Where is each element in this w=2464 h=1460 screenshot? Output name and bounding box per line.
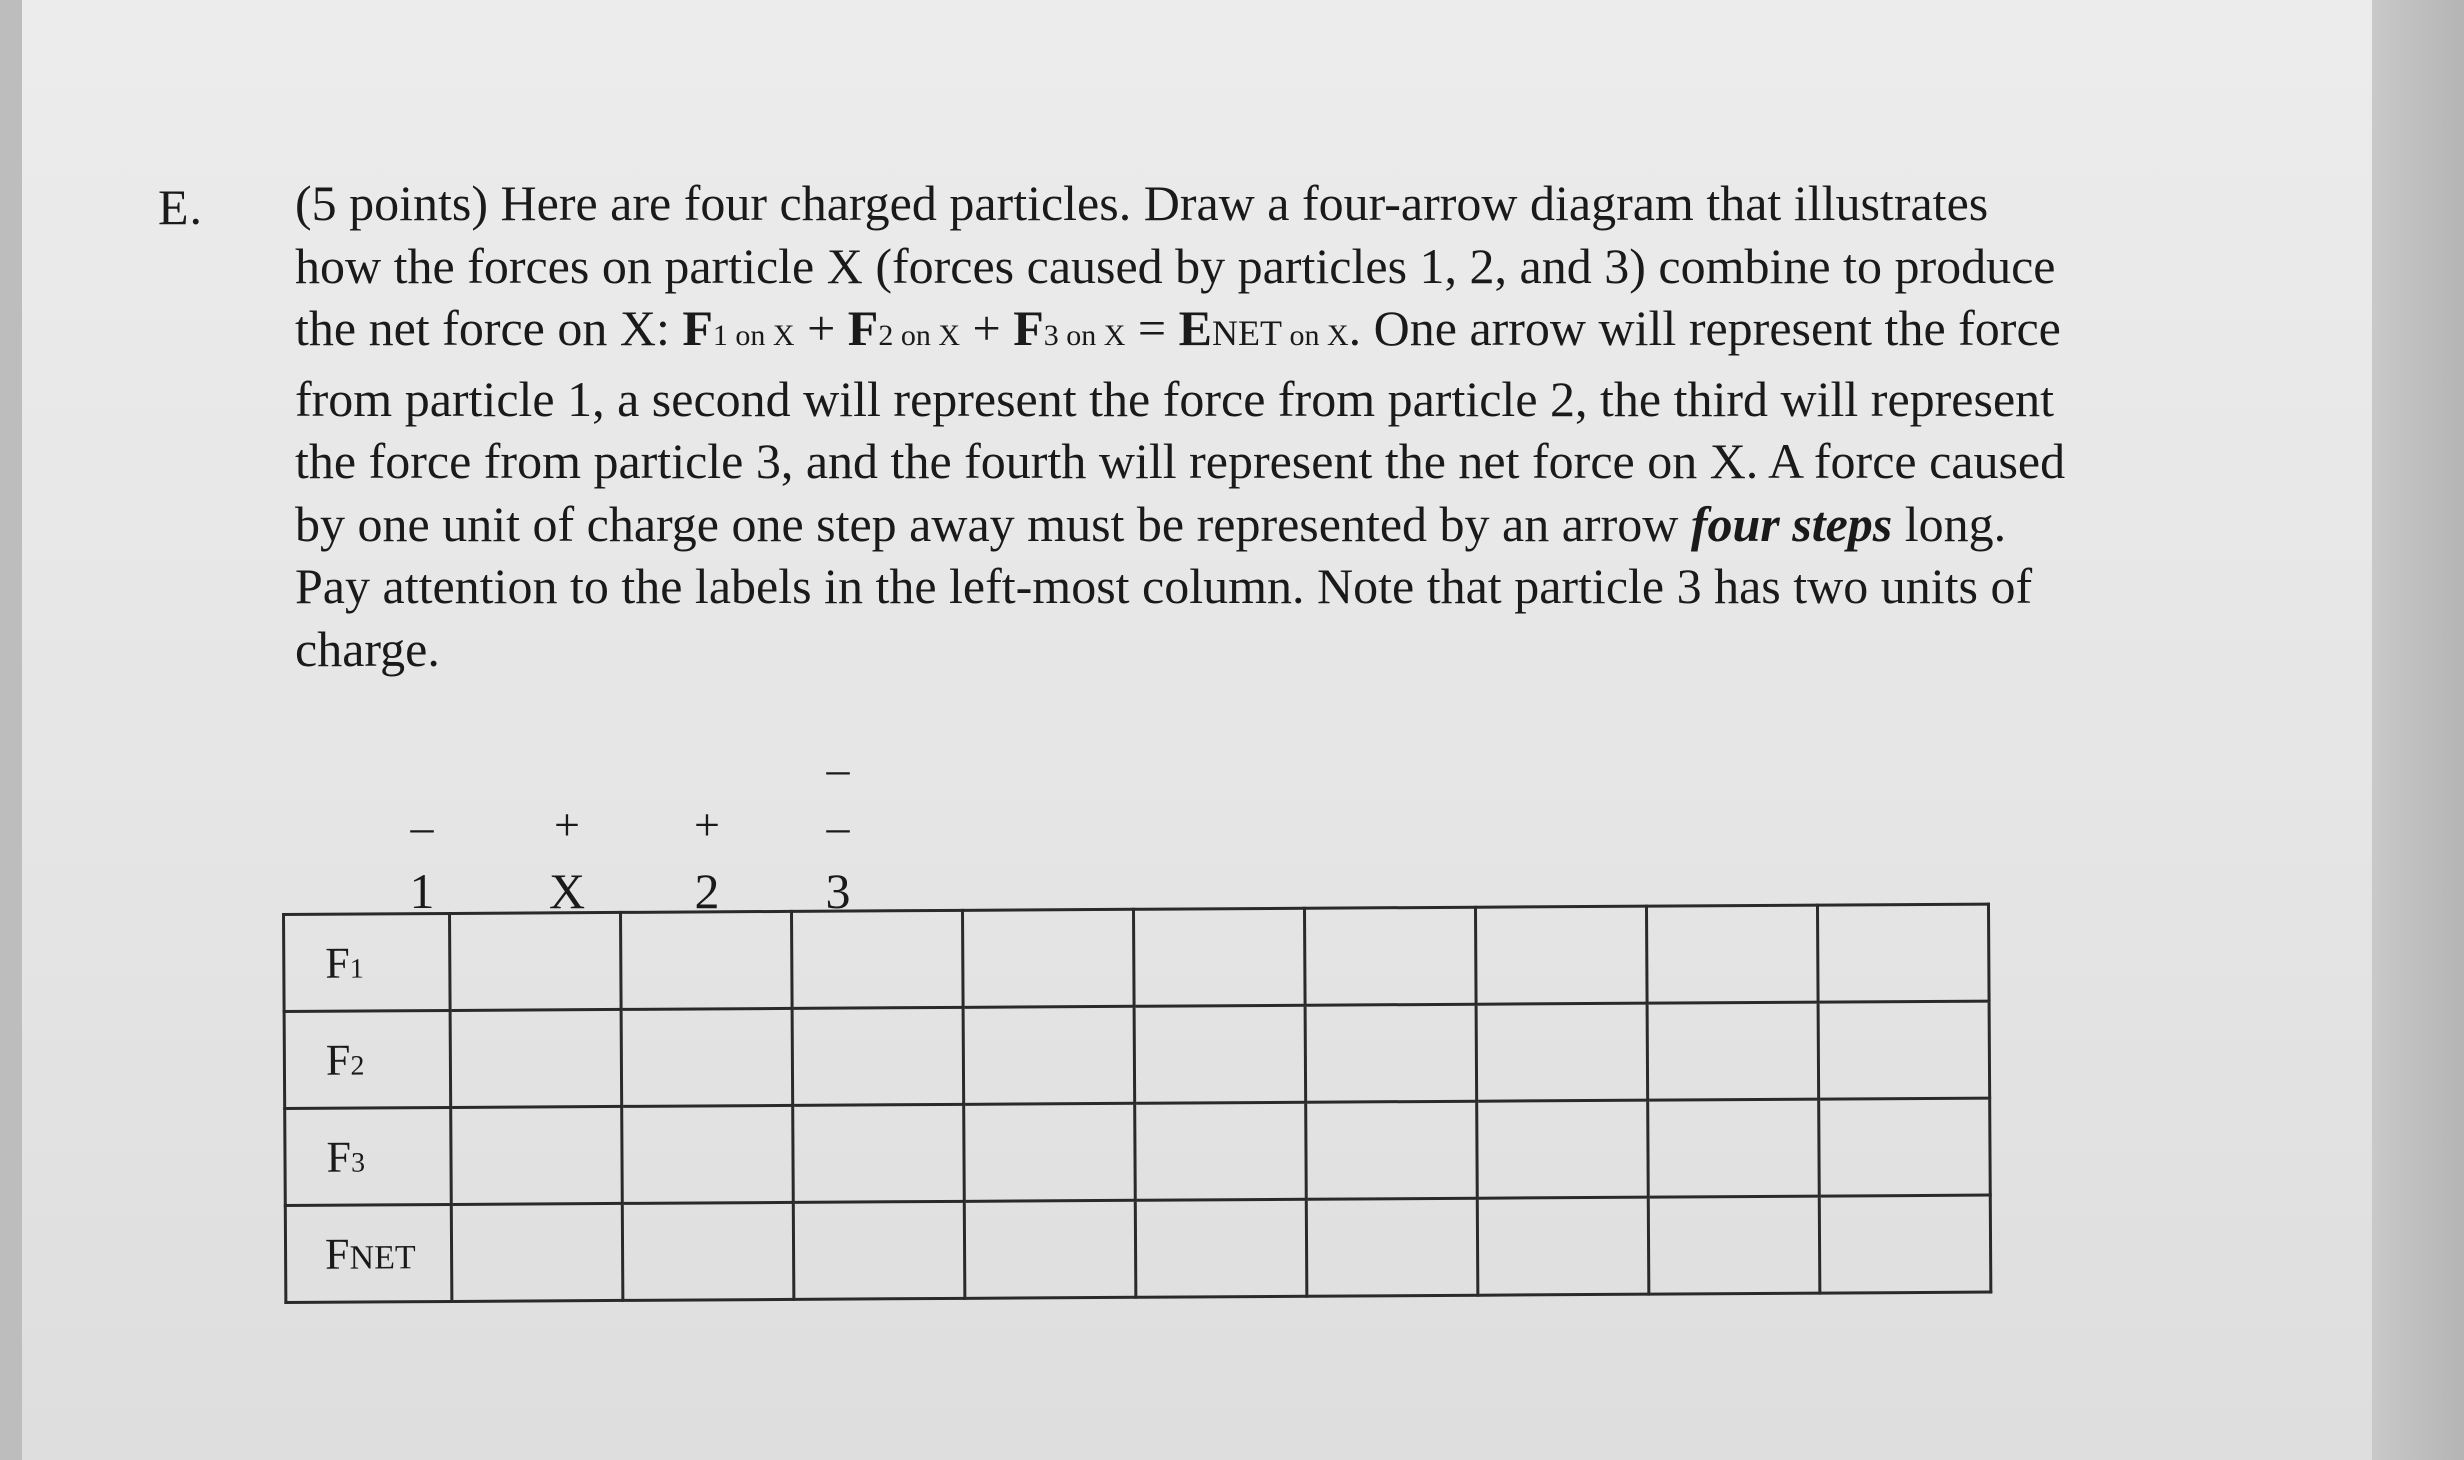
grid-cell[interactable]	[450, 1009, 622, 1107]
grid-cell[interactable]	[1477, 1197, 1649, 1295]
grid-cell[interactable]	[1647, 1002, 1819, 1100]
grid-cell[interactable]	[621, 1008, 793, 1106]
particle-1-label: 1	[409, 863, 435, 919]
grid-cell[interactable]	[1133, 908, 1305, 1006]
force-2-symbol: F	[847, 300, 879, 356]
grid-cell[interactable]	[1648, 1196, 1820, 1294]
page-edge-shadow	[2372, 0, 2464, 1460]
force-3-symbol: F	[1013, 300, 1044, 356]
row-label-subscript: 3	[350, 1146, 366, 1179]
row-label-f2	[284, 1010, 451, 1108]
question-line: how the forces on particle X (forces caused by particles 1, 2, and 3) combine to produce	[295, 237, 2056, 294]
grid-cell[interactable]	[451, 1106, 623, 1204]
grid-cell[interactable]	[621, 911, 793, 1009]
equation-prefix: the net force on X:	[295, 300, 683, 356]
question-line-emphasis	[295, 493, 2255, 556]
emphasis-before: by one unit of charge one step away must be represented by an arrow	[295, 495, 1691, 552]
particle-1-sign: –	[410, 801, 434, 852]
grid-cell[interactable]	[1817, 904, 1989, 1002]
question-text	[295, 172, 2255, 680]
force-1-subscript: 1 on X	[712, 319, 795, 352]
row-label-f1	[284, 913, 451, 1011]
grid-cell[interactable]	[963, 1006, 1135, 1104]
question-letter: E.	[158, 179, 204, 235]
row-label-symbol: F	[325, 1035, 351, 1085]
particle-x-sign: +	[554, 799, 580, 850]
question-line: charge.	[295, 620, 440, 677]
grid-cell[interactable]	[1476, 1003, 1648, 1101]
grid-cell[interactable]	[1134, 1005, 1306, 1103]
grid-cell[interactable]	[1819, 1195, 1991, 1293]
net-force-symbol: E	[1178, 300, 1212, 356]
question-line: the force from particle 3, and the fourth will represent the net force on X. A force caused	[295, 433, 2066, 489]
grid-cell[interactable]	[964, 1200, 1136, 1298]
row-label-symbol: F	[326, 1132, 352, 1182]
grid-cell[interactable]	[1135, 1199, 1307, 1297]
plus-sign: +	[960, 300, 1014, 356]
grid-cell[interactable]	[964, 1103, 1136, 1201]
table-row	[284, 904, 1990, 1011]
grid-cell[interactable]	[1304, 907, 1476, 1005]
grid-cell[interactable]	[1306, 1198, 1478, 1296]
equals-sign: =	[1125, 300, 1179, 356]
row-label-subscript: 2	[350, 1049, 365, 1082]
table-row	[284, 1001, 1990, 1108]
grid-cell[interactable]	[1477, 1100, 1649, 1198]
row-label-subscript: 1	[349, 953, 364, 985]
plus-sign: +	[794, 300, 848, 356]
table-row	[285, 1195, 1991, 1302]
grid-cell[interactable]	[622, 1202, 794, 1300]
grid-cell[interactable]	[793, 1104, 965, 1202]
grid-cell[interactable]	[1475, 906, 1647, 1004]
row-label-symbol: F	[325, 938, 350, 988]
grid-cell[interactable]	[1819, 1098, 1991, 1196]
grid-cell[interactable]	[1646, 905, 1818, 1003]
particle-3-sign-top: –	[826, 743, 850, 794]
grid-cell[interactable]	[792, 1007, 964, 1105]
equation-suffix: . One arrow will represent the force	[1348, 300, 2061, 356]
table-row	[285, 1098, 1991, 1205]
row-label-f3	[285, 1107, 452, 1205]
net-force-subscript: on X	[1281, 319, 1349, 352]
grid-cell[interactable]	[1306, 1101, 1478, 1199]
force-diagram-table	[282, 903, 1992, 1304]
question-line: (5 points) Here are four charged particles. Draw a four-arrow diagram that illustrates	[295, 175, 1989, 231]
grid-cell[interactable]	[1818, 1001, 1990, 1099]
net-force-smallcaps: NET	[1211, 313, 1282, 353]
particle-3-sign: –	[826, 801, 850, 852]
emphasis-after: long.	[1892, 495, 2007, 552]
grid-cell[interactable]	[1135, 1102, 1307, 1200]
force-2-subscript: 2 on X	[878, 319, 960, 352]
particle-3-label: 3	[825, 863, 851, 919]
force-1-symbol: F	[682, 300, 713, 356]
particle-2-label: 2	[694, 863, 720, 919]
grid-cell[interactable]	[793, 1201, 965, 1299]
row-label-symbol: F	[324, 1229, 350, 1279]
grid-cell[interactable]	[622, 1105, 794, 1203]
row-label-fnet	[285, 1204, 452, 1302]
grid-cell[interactable]	[791, 910, 963, 1008]
row-label-smallcaps: NET	[349, 1238, 416, 1277]
particle-x-label: X	[548, 863, 586, 919]
question-line: Pay attention to the labels in the left-most column. Note that particle 3 has two units of	[295, 558, 2033, 614]
particle-2-sign: +	[694, 799, 720, 850]
emphasis-text: four steps	[1690, 495, 1893, 552]
force-3-subscript: 3 on X	[1043, 319, 1126, 352]
grid-cell[interactable]	[962, 909, 1134, 1007]
grid-cell[interactable]	[451, 1203, 623, 1301]
grid-cell[interactable]	[450, 912, 622, 1010]
grid-cell[interactable]	[1648, 1099, 1820, 1197]
question-line: from particle 1, a second will represent the force from particle 2, the third will represent	[295, 370, 2055, 427]
grid-cell[interactable]	[1305, 1004, 1477, 1102]
question-line-equation	[295, 297, 2255, 368]
